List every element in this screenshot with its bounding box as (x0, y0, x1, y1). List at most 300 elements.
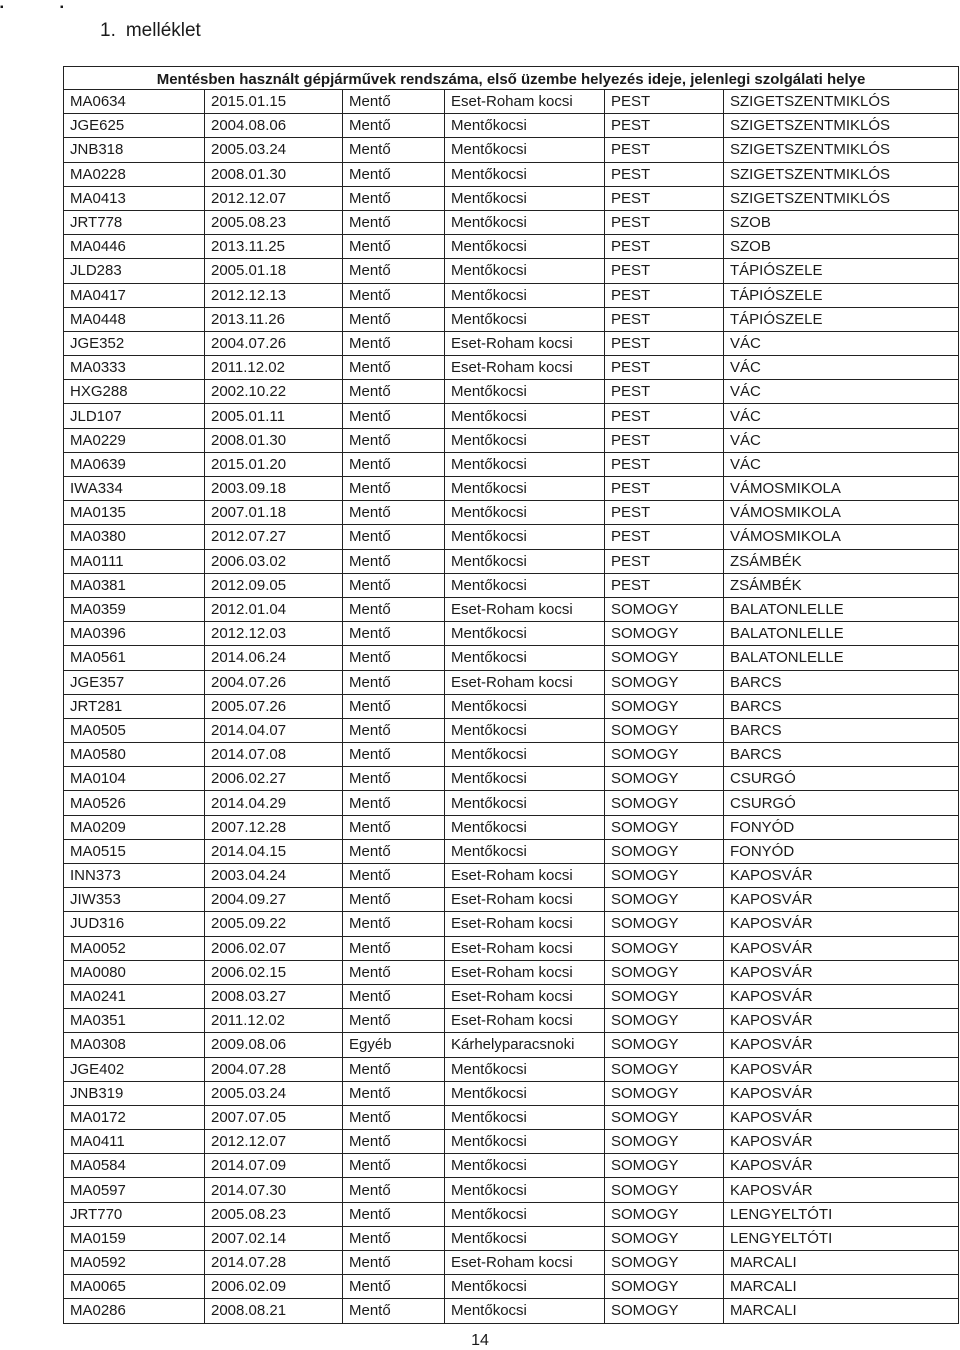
date-cell: 2012.09.05 (205, 573, 343, 597)
station-cell: KAPOSVÁR (724, 864, 959, 888)
date-cell: 2008.08.21 (205, 1299, 343, 1323)
category-cell: Mentő (343, 307, 445, 331)
category-cell: Mentő (343, 670, 445, 694)
table-row (64, 1226, 959, 1250)
vehicle-type-cell: Mentőkocsi (445, 1226, 605, 1250)
vehicle-type-cell: Mentőkocsi (445, 283, 605, 307)
vehicle-type-cell: Mentőkocsi (445, 1130, 605, 1154)
category-cell: Mentő (343, 525, 445, 549)
table-row (64, 138, 959, 162)
table-row (64, 912, 959, 936)
date-cell: 2012.12.07 (205, 186, 343, 210)
station-cell: KAPOSVÁR (724, 1178, 959, 1202)
plate-cell: JUD316 (64, 912, 205, 936)
station-cell: SZIGETSZENTMIKLÓS (724, 162, 959, 186)
plate-cell: MA0052 (64, 936, 205, 960)
date-cell: 2015.01.20 (205, 452, 343, 476)
county-cell: SOMOGY (605, 1299, 724, 1323)
category-cell: Mentő (343, 452, 445, 476)
county-cell: SOMOGY (605, 864, 724, 888)
date-cell: 2002.10.22 (205, 380, 343, 404)
county-cell: SOMOGY (605, 1105, 724, 1129)
county-cell: PEST (605, 114, 724, 138)
station-cell: SZIGETSZENTMIKLÓS (724, 114, 959, 138)
county-cell: PEST (605, 356, 724, 380)
county-cell: SOMOGY (605, 1226, 724, 1250)
table-row (64, 1130, 959, 1154)
county-cell: PEST (605, 186, 724, 210)
table-row (64, 960, 959, 984)
category-cell: Mentő (343, 767, 445, 791)
table-row (64, 1009, 959, 1033)
vehicle-type-cell: Eset-Roham kocsi (445, 356, 605, 380)
station-cell: SZOB (724, 210, 959, 234)
date-cell: 2015.01.15 (205, 90, 343, 114)
table-row (64, 622, 959, 646)
county-cell: SOMOGY (605, 960, 724, 984)
date-cell: 2014.07.09 (205, 1154, 343, 1178)
date-cell: 2005.03.24 (205, 138, 343, 162)
plate-cell: MA0526 (64, 791, 205, 815)
category-cell: Mentő (343, 718, 445, 742)
county-cell: PEST (605, 210, 724, 234)
category-cell: Mentő (343, 912, 445, 936)
plate-cell: MA0308 (64, 1033, 205, 1057)
station-cell: VÁC (724, 404, 959, 428)
plate-cell: MA0111 (64, 549, 205, 573)
station-cell: TÁPIÓSZELE (724, 283, 959, 307)
station-cell: MARCALI (724, 1275, 959, 1299)
vehicle-type-cell: Mentőkocsi (445, 743, 605, 767)
table-row (64, 501, 959, 525)
vehicle-type-cell: Mentőkocsi (445, 186, 605, 210)
plate-cell: INN373 (64, 864, 205, 888)
station-cell: VÁMOSMIKOLA (724, 501, 959, 525)
plate-cell: JNB319 (64, 1081, 205, 1105)
category-cell: Mentő (343, 1226, 445, 1250)
date-cell: 2006.02.15 (205, 960, 343, 984)
table-row (64, 235, 959, 259)
vehicle-type-cell: Mentőkocsi (445, 452, 605, 476)
county-cell: PEST (605, 307, 724, 331)
plate-cell: JLD283 (64, 259, 205, 283)
vehicle-type-cell: Mentőkocsi (445, 573, 605, 597)
date-cell: 2013.11.26 (205, 307, 343, 331)
plate-cell: MA0580 (64, 743, 205, 767)
county-cell: PEST (605, 525, 724, 549)
table-row (64, 864, 959, 888)
vehicle-type-cell: Mentőkocsi (445, 1154, 605, 1178)
date-cell: 2005.03.24 (205, 1081, 343, 1105)
station-cell: SZOB (724, 235, 959, 259)
date-cell: 2012.01.04 (205, 597, 343, 621)
category-cell: Mentő (343, 1105, 445, 1129)
county-cell: SOMOGY (605, 888, 724, 912)
vehicle-type-cell: Mentőkocsi (445, 1299, 605, 1323)
station-cell: ZSÁMBÉK (724, 549, 959, 573)
station-cell: KAPOSVÁR (724, 1130, 959, 1154)
county-cell: PEST (605, 573, 724, 597)
county-cell: SOMOGY (605, 1009, 724, 1033)
table-row (64, 162, 959, 186)
vehicle-type-cell: Mentőkocsi (445, 549, 605, 573)
plate-cell: MA0381 (64, 573, 205, 597)
category-cell: Mentő (343, 404, 445, 428)
county-cell: PEST (605, 162, 724, 186)
category-cell: Mentő (343, 162, 445, 186)
annex-number: 1. (100, 20, 116, 41)
date-cell: 2004.08.06 (205, 114, 343, 138)
scan-mark-right: ▪ (60, 2, 64, 13)
category-cell: Mentő (343, 90, 445, 114)
table-row (64, 186, 959, 210)
plate-cell: MA0417 (64, 283, 205, 307)
plate-cell: MA0080 (64, 960, 205, 984)
vehicle-type-cell: Eset-Roham kocsi (445, 888, 605, 912)
category-cell: Mentő (343, 1081, 445, 1105)
plate-cell: JGE352 (64, 331, 205, 355)
category-cell: Mentő (343, 743, 445, 767)
category-cell: Mentő (343, 283, 445, 307)
category-cell: Mentő (343, 1178, 445, 1202)
category-cell: Mentő (343, 1009, 445, 1033)
vehicle-type-cell: Mentőkocsi (445, 839, 605, 863)
vehicle-type-cell: Eset-Roham kocsi (445, 670, 605, 694)
plate-cell: HXG288 (64, 380, 205, 404)
date-cell: 2003.09.18 (205, 477, 343, 501)
vehicle-type-cell: Mentőkocsi (445, 1057, 605, 1081)
table-row (64, 452, 959, 476)
category-cell: Mentő (343, 694, 445, 718)
vehicle-type-cell: Mentőkocsi (445, 380, 605, 404)
date-cell: 2005.07.26 (205, 694, 343, 718)
station-cell: BARCS (724, 718, 959, 742)
station-cell: BALATONLELLE (724, 622, 959, 646)
vehicle-type-cell: Mentőkocsi (445, 622, 605, 646)
plate-cell: MA0359 (64, 597, 205, 621)
table-row (64, 549, 959, 573)
category-cell: Mentő (343, 1202, 445, 1226)
annex-title: melléklet (125, 20, 201, 41)
vehicle-type-cell: Eset-Roham kocsi (445, 936, 605, 960)
category-cell: Mentő (343, 114, 445, 138)
category-cell: Mentő (343, 501, 445, 525)
county-cell: PEST (605, 404, 724, 428)
date-cell: 2009.08.06 (205, 1033, 343, 1057)
table-row (64, 307, 959, 331)
station-cell: FONYÓD (724, 839, 959, 863)
table-row (64, 283, 959, 307)
county-cell: PEST (605, 477, 724, 501)
station-cell: FONYÓD (724, 815, 959, 839)
table-row (64, 1178, 959, 1202)
page-number: 14 (471, 1332, 489, 1349)
county-cell: SOMOGY (605, 936, 724, 960)
date-cell: 2013.11.25 (205, 235, 343, 259)
station-cell: KAPOSVÁR (724, 1081, 959, 1105)
table-row (64, 1202, 959, 1226)
station-cell: KAPOSVÁR (724, 1105, 959, 1129)
date-cell: 2007.12.28 (205, 815, 343, 839)
plate-cell: JRT281 (64, 694, 205, 718)
county-cell: SOMOGY (605, 815, 724, 839)
table-row (64, 1299, 959, 1323)
category-cell: Mentő (343, 235, 445, 259)
table-row (64, 1033, 959, 1057)
county-cell: SOMOGY (605, 791, 724, 815)
category-cell: Mentő (343, 646, 445, 670)
table-row (64, 743, 959, 767)
table-row (64, 356, 959, 380)
plate-cell: IWA334 (64, 477, 205, 501)
category-cell: Mentő (343, 984, 445, 1008)
vehicle-type-cell: Mentőkocsi (445, 477, 605, 501)
table-row (64, 888, 959, 912)
table-row (64, 597, 959, 621)
station-cell: KAPOSVÁR (724, 912, 959, 936)
table-row (64, 1105, 959, 1129)
county-cell: SOMOGY (605, 1251, 724, 1275)
station-cell: BARCS (724, 670, 959, 694)
date-cell: 2012.12.13 (205, 283, 343, 307)
category-cell: Mentő (343, 428, 445, 452)
vehicle-type-cell: Mentőkocsi (445, 428, 605, 452)
plate-cell: JGE402 (64, 1057, 205, 1081)
station-cell: LENGYELTÓTI (724, 1226, 959, 1250)
county-cell: SOMOGY (605, 984, 724, 1008)
category-cell: Mentő (343, 380, 445, 404)
category-cell: Mentő (343, 1154, 445, 1178)
county-cell: SOMOGY (605, 597, 724, 621)
vehicle-type-cell: Mentőkocsi (445, 259, 605, 283)
table-row (64, 1251, 959, 1275)
table-row (64, 767, 959, 791)
date-cell: 2014.04.07 (205, 718, 343, 742)
category-cell: Mentő (343, 815, 445, 839)
station-cell: MARCALI (724, 1299, 959, 1323)
county-cell: SOMOGY (605, 670, 724, 694)
county-cell: PEST (605, 283, 724, 307)
plate-cell: MA0515 (64, 839, 205, 863)
vehicle-type-cell: Mentőkocsi (445, 1202, 605, 1226)
plate-cell: MA0351 (64, 1009, 205, 1033)
station-cell: KAPOSVÁR (724, 1009, 959, 1033)
table-row (64, 646, 959, 670)
plate-cell: MA0413 (64, 186, 205, 210)
county-cell: SOMOGY (605, 1202, 724, 1226)
plate-cell: MA0584 (64, 1154, 205, 1178)
table-row (64, 1057, 959, 1081)
county-cell: PEST (605, 331, 724, 355)
vehicle-type-cell: Eset-Roham kocsi (445, 331, 605, 355)
station-cell: SZIGETSZENTMIKLÓS (724, 90, 959, 114)
date-cell: 2012.12.07 (205, 1130, 343, 1154)
date-cell: 2014.06.24 (205, 646, 343, 670)
vehicle-type-cell: Mentőkocsi (445, 307, 605, 331)
plate-cell: MA0228 (64, 162, 205, 186)
plate-cell: MA0065 (64, 1275, 205, 1299)
county-cell: SOMOGY (605, 718, 724, 742)
table-row (64, 404, 959, 428)
plate-cell: MA0229 (64, 428, 205, 452)
vehicle-type-cell: Mentőkocsi (445, 404, 605, 428)
table-caption-row (64, 67, 959, 90)
table-row (64, 573, 959, 597)
table-row (64, 1081, 959, 1105)
vehicle-type-cell: Mentőkocsi (445, 162, 605, 186)
county-cell: SOMOGY (605, 622, 724, 646)
vehicle-type-cell: Mentőkocsi (445, 501, 605, 525)
table-row (64, 259, 959, 283)
date-cell: 2006.03.02 (205, 549, 343, 573)
plate-cell: JRT778 (64, 210, 205, 234)
county-cell: SOMOGY (605, 694, 724, 718)
station-cell: BARCS (724, 694, 959, 718)
plate-cell: MA0448 (64, 307, 205, 331)
station-cell: CSURGÓ (724, 791, 959, 815)
table-row (64, 839, 959, 863)
plate-cell: JLD107 (64, 404, 205, 428)
plate-cell: JRT770 (64, 1202, 205, 1226)
vehicle-type-cell: Mentőkocsi (445, 646, 605, 670)
station-cell: KAPOSVÁR (724, 1057, 959, 1081)
plate-cell: MA0135 (64, 501, 205, 525)
vehicle-type-cell: Mentőkocsi (445, 138, 605, 162)
date-cell: 2003.04.24 (205, 864, 343, 888)
vehicle-type-cell: Mentőkocsi (445, 235, 605, 259)
date-cell: 2004.09.27 (205, 888, 343, 912)
station-cell: BALATONLELLE (724, 646, 959, 670)
category-cell: Mentő (343, 839, 445, 863)
vehicle-type-cell: Mentőkocsi (445, 1178, 605, 1202)
county-cell: SOMOGY (605, 767, 724, 791)
category-cell: Mentő (343, 1130, 445, 1154)
date-cell: 2014.04.29 (205, 791, 343, 815)
table-row (64, 936, 959, 960)
station-cell: KAPOSVÁR (724, 888, 959, 912)
station-cell: SZIGETSZENTMIKLÓS (724, 186, 959, 210)
vehicle-type-cell: Eset-Roham kocsi (445, 90, 605, 114)
table-row (64, 525, 959, 549)
date-cell: 2011.12.02 (205, 356, 343, 380)
plate-cell: JIW353 (64, 888, 205, 912)
date-cell: 2014.07.08 (205, 743, 343, 767)
county-cell: SOMOGY (605, 743, 724, 767)
station-cell: BARCS (724, 743, 959, 767)
vehicle-type-cell: Eset-Roham kocsi (445, 1009, 605, 1033)
county-cell: SOMOGY (605, 1081, 724, 1105)
table-row (64, 1275, 959, 1299)
category-cell: Mentő (343, 549, 445, 573)
vehicle-type-cell: Eset-Roham kocsi (445, 1251, 605, 1275)
county-cell: PEST (605, 452, 724, 476)
date-cell: 2007.02.14 (205, 1226, 343, 1250)
vehicle-type-cell: Mentőkocsi (445, 1081, 605, 1105)
category-cell: Mentő (343, 477, 445, 501)
plate-cell: MA0396 (64, 622, 205, 646)
vehicle-type-cell: Mentőkocsi (445, 525, 605, 549)
table-row (64, 984, 959, 1008)
date-cell: 2008.01.30 (205, 162, 343, 186)
plate-cell: MA0159 (64, 1226, 205, 1250)
station-cell: VÁC (724, 380, 959, 404)
station-cell: BALATONLELLE (724, 597, 959, 621)
table-row (64, 380, 959, 404)
vehicle-table (63, 66, 959, 1324)
date-cell: 2005.08.23 (205, 1202, 343, 1226)
station-cell: KAPOSVÁR (724, 1154, 959, 1178)
category-cell: Mentő (343, 1275, 445, 1299)
plate-cell: JNB318 (64, 138, 205, 162)
date-cell: 2014.07.30 (205, 1178, 343, 1202)
vehicle-type-cell: Mentőkocsi (445, 1275, 605, 1299)
date-cell: 2014.04.15 (205, 839, 343, 863)
station-cell: VÁMOSMIKOLA (724, 477, 959, 501)
vehicle-type-cell: Eset-Roham kocsi (445, 597, 605, 621)
station-cell: VÁC (724, 452, 959, 476)
station-cell: KAPOSVÁR (724, 984, 959, 1008)
category-cell: Mentő (343, 936, 445, 960)
table-row (64, 477, 959, 501)
station-cell: TÁPIÓSZELE (724, 259, 959, 283)
plate-cell: MA0597 (64, 1178, 205, 1202)
category-cell: Mentő (343, 622, 445, 646)
vehicle-type-cell: Mentőkocsi (445, 1105, 605, 1129)
vehicle-type-cell: Mentőkocsi (445, 767, 605, 791)
station-cell: VÁC (724, 356, 959, 380)
date-cell: 2006.02.27 (205, 767, 343, 791)
plate-cell: MA0104 (64, 767, 205, 791)
category-cell: Mentő (343, 1251, 445, 1275)
date-cell: 2007.07.05 (205, 1105, 343, 1129)
county-cell: PEST (605, 138, 724, 162)
table-row (64, 331, 959, 355)
category-cell: Mentő (343, 331, 445, 355)
vehicle-type-cell: Kárhelyparacsnoki (445, 1033, 605, 1057)
county-cell: PEST (605, 549, 724, 573)
vehicle-type-cell: Eset-Roham kocsi (445, 960, 605, 984)
date-cell: 2005.01.18 (205, 259, 343, 283)
vehicle-type-cell: Mentőkocsi (445, 791, 605, 815)
county-cell: PEST (605, 90, 724, 114)
date-cell: 2005.01.11 (205, 404, 343, 428)
station-cell: TÁPIÓSZELE (724, 307, 959, 331)
vehicle-table-body (64, 67, 959, 1324)
table-row (64, 670, 959, 694)
county-cell: SOMOGY (605, 1033, 724, 1057)
category-cell: Mentő (343, 1057, 445, 1081)
date-cell: 2006.02.09 (205, 1275, 343, 1299)
station-cell: VÁC (724, 331, 959, 355)
plate-cell: MA0286 (64, 1299, 205, 1323)
date-cell: 2007.01.18 (205, 501, 343, 525)
plate-cell: MA0592 (64, 1251, 205, 1275)
plate-cell: MA0505 (64, 718, 205, 742)
date-cell: 2005.08.23 (205, 210, 343, 234)
vehicle-type-cell: Mentőkocsi (445, 210, 605, 234)
county-cell: PEST (605, 235, 724, 259)
station-cell: MARCALI (724, 1251, 959, 1275)
station-cell: KAPOSVÁR (724, 936, 959, 960)
county-cell: PEST (605, 501, 724, 525)
plate-cell: MA0333 (64, 356, 205, 380)
table-row (64, 815, 959, 839)
station-cell: VÁMOSMIKOLA (724, 525, 959, 549)
category-cell: Mentő (343, 888, 445, 912)
category-cell: Mentő (343, 573, 445, 597)
county-cell: SOMOGY (605, 646, 724, 670)
station-cell: ZSÁMBÉK (724, 573, 959, 597)
